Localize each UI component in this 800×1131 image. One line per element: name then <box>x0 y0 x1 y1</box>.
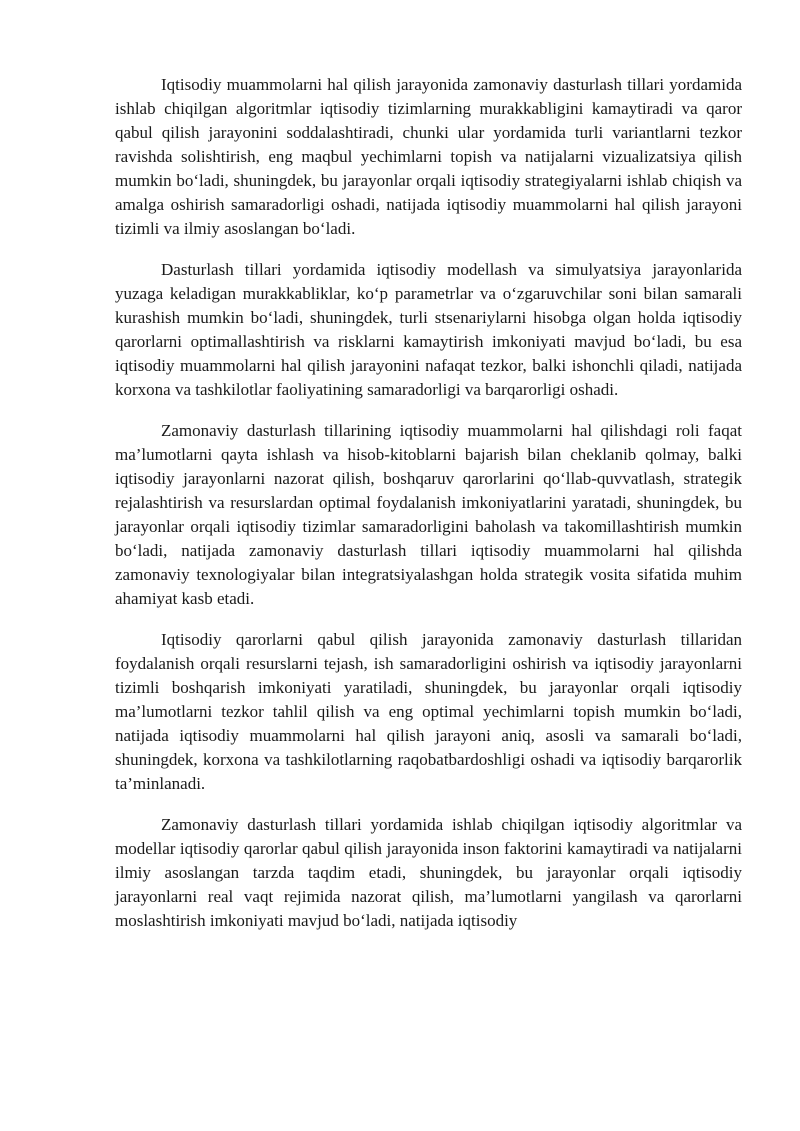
paragraph: Iqtisodiy muammolarni hal qilish jarayonida zamonaviy dasturlash tillari yordamida ishlab chiqilgan algoritmlar iqtisodiy tizimlarning murakkabligini kamaytiradi va qaror qabul qilish jarayonini soddalashtiradi, chunki ular yordamida turli variantlarni tezkor ravishda solishtirish, eng maqbul yechimlarni topish va natijalarni vizualizatsiya qilish mumkin bo‘ladi, shuningdek, bu jarayonlar orqali iqtisodiy strategiyalarni ishlab chiqish va amalga oshirish samaradorligi oshadi, natijada iqtisodiy muammolarni hal qilish jarayoni tizimli va ilmiy asoslangan bo‘ladi. <box>115 75 742 238</box>
paragraph: Dasturlash tillari yordamida iqtisodiy modellash va simulyatsiya jarayonlarida yuzaga keladigan murakkabliklar, ko‘p parametrlar va o‘zgaruvchilar soni bilan samarali kurashish mumkin bo‘ladi, shuningdek, turli stsenariylarni hisobga olgan holda iqtisodiy qarorlarni optimallashtirish va risklarni kamaytirish imkoniyati mavjud bo‘ladi, bu esa iqtisodiy muammolarni hal qilish jarayonini nafaqat tezkor, balki ishonchli qiladi, natijada korxona va tashkilotlar faoliyatining samaradorligi va barqarorligi oshadi. <box>115 260 742 399</box>
paragraph: Zamonaviy dasturlash tillarining iqtisodiy muammolarni hal qilishdagi roli faqat ma’lumotlarni qayta ishlash va hisob-kitoblarni bajarish bilan cheklanib qolmay, balki iqtisodiy jarayonlarni nazorat qilish, boshqaruv qarorlarini qo‘llab-quvvatlash, strategik rejalashtirish va resurslardan optimal foydalanish imkoniyatlarini yaratadi, shuningdek, bu jarayonlar orqali iqtisodiy tizimlar samaradorligini baholash va takomillashtirish mumkin bo‘ladi, natijada zamonaviy dasturlash tillari iqtisodiy muammolarni hal qilishda zamonaviy texnologiyalar bilan integratsiyalashgan holda strategik vosita sifatida muhim ahamiyat kasb etadi. <box>115 421 742 608</box>
paragraph: Iqtisodiy qarorlarni qabul qilish jarayonida zamonaviy dasturlash tillaridan foydalanish orqali resurslarni tejash, ish samaradorligini oshirish va iqtisodiy jarayonlarni tizimli boshqarish imkoniyati yaratiladi, shuningdek, bu jarayonlar orqali iqtisodiy ma’lumotlarni tezkor tahlil qilish va eng optimal yechimlarni topish mumkin bo‘ladi, natijada iqtisodiy muammolarni hal qilish jarayoni aniq, asosli va samarali bo‘ladi, shuningdek, korxona va tashkilotlarning raqobatbardoshligi oshadi va iqtisodiy barqarorlik ta’minlanadi. <box>115 630 742 793</box>
paragraph: Zamonaviy dasturlash tillari yordamida ishlab chiqilgan iqtisodiy algoritmlar va modellar iqtisodiy qarorlar qabul qilish jarayonida inson faktorini kamaytiradi va natijalarni ilmiy asoslangan tarzda taqdim etadi, shuningdek, bu jarayonlar orqali iqtisodiy jarayonlarni real vaqt rejimida nazorat qilish, ma’lumotlarni yangilash va qarorlarni moslashtirish imkoniyati mavjud bo‘ladi, natijada iqtisodiy <box>115 815 742 930</box>
